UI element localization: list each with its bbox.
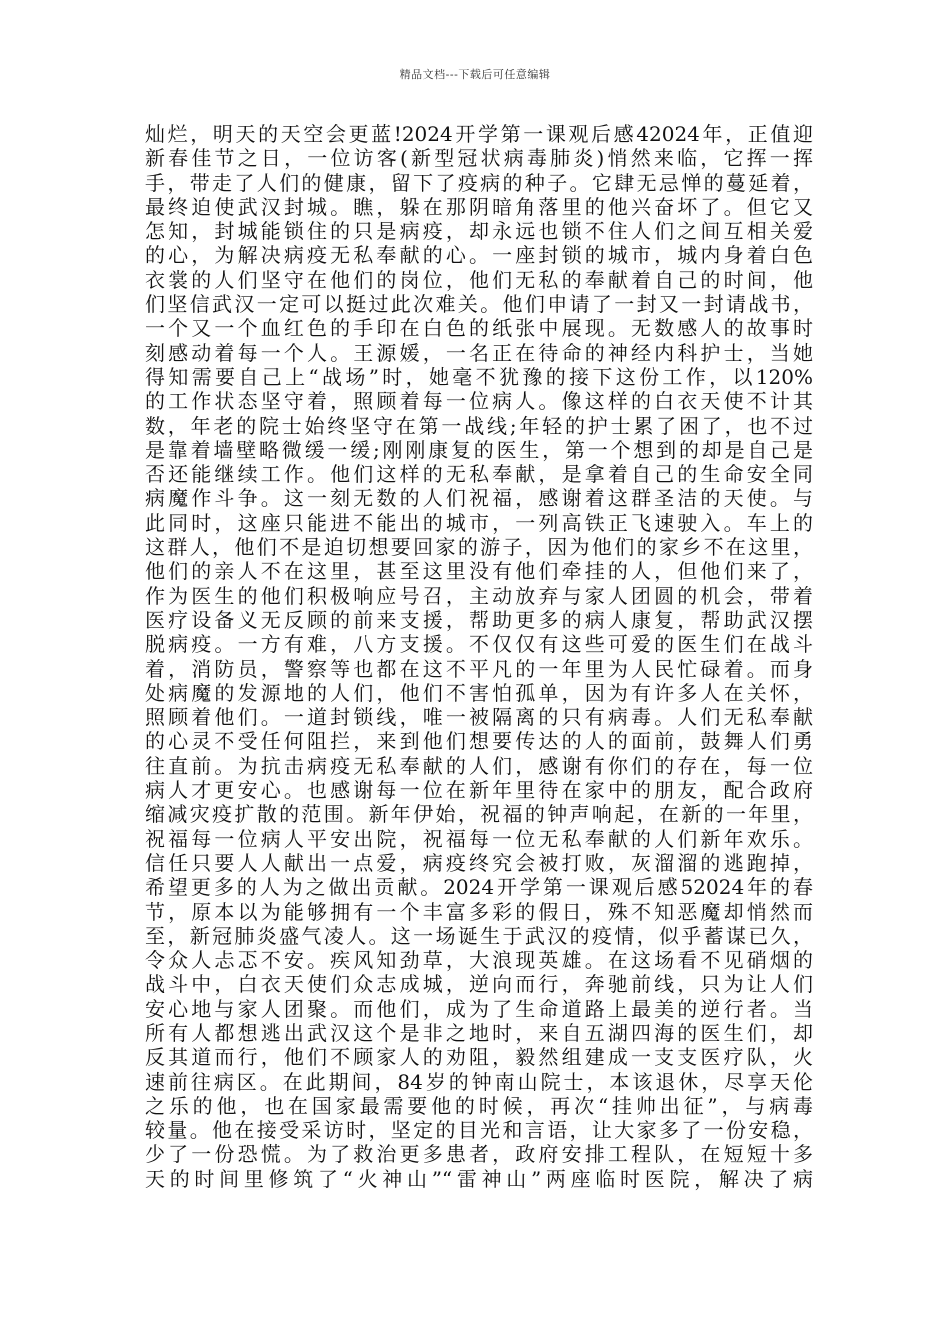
body-text-line: 的心灵不受任何阻拦，来到他们想要传达的人的面前，鼓舞人们勇 — [145, 729, 813, 754]
body-text-line: 这群人，他们不是迫切想要回家的游子，因为他们的家乡不在这里， — [145, 535, 813, 560]
body-text-line: 照顾着他们。一道封锁线，唯一被隔离的只有病毒。人们无私奉献 — [145, 705, 813, 730]
body-text-line: 所有人都想逃出武汉这个是非之地时，来自五湖四海的医生们，却 — [145, 1020, 813, 1045]
body-text-line: 反其道而行，他们不顾家人的劝阻，毅然组建成一支支医疗队，火 — [145, 1045, 813, 1070]
body-text-line: 他们的亲人不在这里，甚至这里没有他们牵挂的人，但他们来了， — [145, 559, 813, 584]
body-text-line: 们坚信武汉一定可以挺过此次难关。他们申请了一封又一封请战书， — [145, 292, 813, 317]
body-text-line: 希望更多的人为之做出贡献。2024开学第一课观后感52024年的春 — [145, 875, 813, 900]
body-text-line: 得知需要自己上“战场”时，她毫不犹豫的接下这份工作，以120% — [145, 364, 813, 389]
body-text-line: 作为医生的他们积极响应号召，主动放弃与家人团圆的机会，带着 — [145, 583, 813, 608]
body-text-line: 灿烂，明天的天空会更蓝!2024开学第一课观后感42024年，正值迎 — [145, 122, 813, 146]
body-text-line: 脱病疫。一方有难，八方支援。不仅仅有这些可爱的医生们在战斗 — [145, 632, 813, 657]
body-text-line: 之乐的他，也在国家最需要他的时候，再次“挂帅出征”，与病毒 — [145, 1093, 813, 1118]
body-text-line: 处病魔的发源地的人们，他们不害怕孤单，因为有许多人在关怀， — [145, 680, 813, 705]
body-text-line: 着，消防员，警察等也都在这不平凡的一年里为人民忙碌着。而身 — [145, 656, 813, 681]
body-text-line: 此同时，这座只能进不能出的城市，一列高铁正飞速驶入。车上的 — [145, 510, 813, 535]
body-text-line: 衣裳的人们坚守在他们的岗位，他们无私的奉献着自己的时间，他 — [145, 267, 813, 292]
body-text-line: 数，年老的院士始终坚守在第一战线;年轻的护士累了困了，也不过 — [145, 413, 813, 438]
body-text-line: 少了一份恐慌。为了救治更多患者，政府安排工程队，在短短十多 — [145, 1142, 813, 1167]
body-text-line: 至，新冠肺炎盛气凌人。这一场诞生于武汉的疫情，似乎蓄谋已久， — [145, 923, 813, 948]
page-header: 精品文档---下载后可任意编辑 — [399, 68, 551, 81]
body-text-line: 较量。他在接受采访时，坚定的目光和言语，让大家多了一份安稳， — [145, 1118, 813, 1143]
body-text-line: 是靠着墙壁略微缓一缓;刚刚康复的医生，第一个想到的却是自己是 — [145, 437, 813, 462]
body-text-line: 病人才更安心。也感谢每一位在新年里待在家中的朋友，配合政府 — [145, 778, 813, 803]
body-text-line: 节，原本以为能够拥有一个丰富多彩的假日，殊不知恶魔却悄然而 — [145, 899, 813, 924]
body-text-line: 最终迫使武汉封城。瞧，躲在那阴暗角落里的他兴奋坏了。但它又 — [145, 194, 813, 219]
body-text-line: 的工作状态坚守着，照顾着每一位病人。像这样的白衣天使不计其 — [145, 389, 813, 414]
body-text-line: 天的时间里修筑了“火神山”“雷神山”两座临时医院，解决了病 — [145, 1166, 813, 1191]
body-text-line: 往直前。为抗击病疫无私奉献的人们，感谢有你们的存在，每一位 — [145, 753, 813, 778]
body-text-line: 安心地与家人团聚。而他们，成为了生命道路上最美的逆行者。当 — [145, 996, 813, 1021]
body-text-line: 令众人忐忑不安。疾风知劲草，大浪现英雄。在这场看不见硝烟的 — [145, 948, 813, 973]
body-text-line: 战斗中，白衣天使们众志成城，逆向而行，奔驰前线，只为让人们 — [145, 972, 813, 997]
body-text-line: 否还能继续工作。他们这样的无私奉献，是拿着自己的生命安全同 — [145, 462, 813, 487]
body-text-line: 新春佳节之日，一位访客(新型冠状病毒肺炎)悄然来临，它挥一挥 — [145, 146, 813, 171]
body-text-line: 速前往病区。在此期间，84岁的钟南山院士，本该退休，尽享天伦 — [145, 1069, 813, 1094]
body-text-line: 的心，为解决病疫无私奉献的心。一座封锁的城市，城内身着白色 — [145, 243, 813, 268]
body-text-line: 医疗设备义无反顾的前来支援，帮助更多的病人康复，帮助武汉摆 — [145, 607, 813, 632]
body-text-line: 缩减灾疫扩散的范围。新年伊始，祝福的钟声响起，在新的一年里， — [145, 802, 813, 827]
body-text-line: 祝福每一位病人平安出院，祝福每一位无私奉献的人们新年欢乐。 — [145, 826, 813, 851]
body-text-line: 刻感动着每一个人。王源媛，一名正在待命的神经内科护士，当她 — [145, 340, 813, 365]
body-text-line: 手，带走了人们的健康，留下了疫病的种子。它肆无忌惮的蔓延着， — [145, 170, 813, 195]
body-text-line: 怎知，封城能锁住的只是病疫，却永远也锁不住人们之间互相关爱 — [145, 219, 813, 244]
body-text-line: 一个又一个血红色的手印在白色的纸张中展现。无数感人的故事时 — [145, 316, 813, 341]
body-text-line: 信任只要人人献出一点爱，病疫终究会被打败，灰溜溜的逃跑掉， — [145, 850, 813, 875]
body-text-line: 病魔作斗争。这一刻无数的人们祝福，感谢着这群圣洁的天使。与 — [145, 486, 813, 511]
document-body — [145, 122, 813, 1191]
